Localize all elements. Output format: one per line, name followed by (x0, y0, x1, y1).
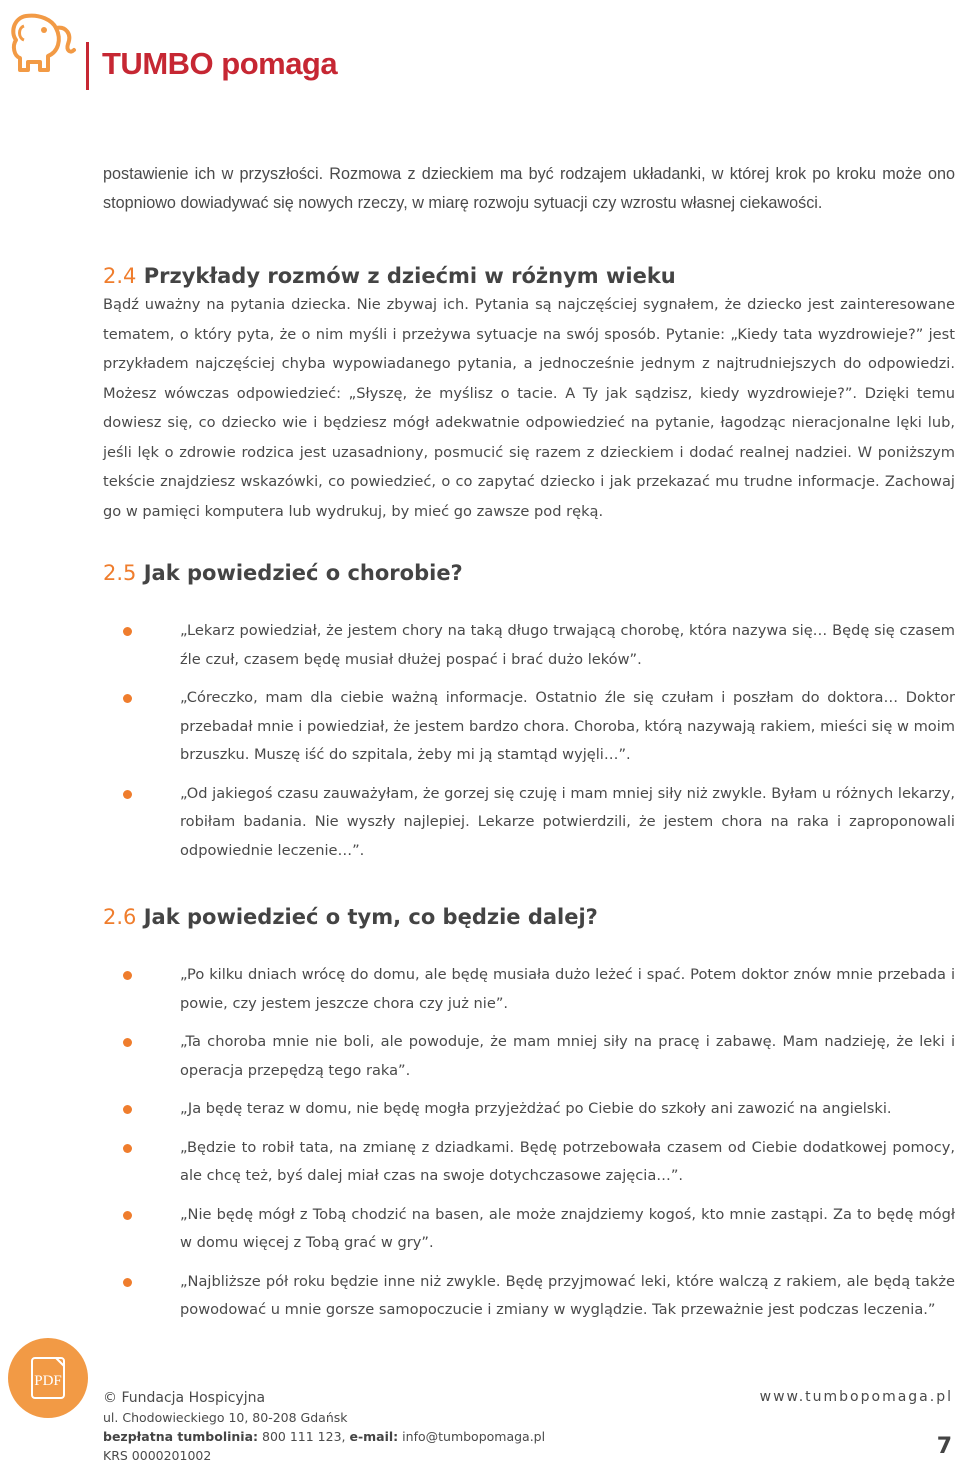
footer-organization: © Fundacja Hospicyjna (103, 1390, 266, 1406)
bullet-icon (123, 1105, 132, 1114)
hotline-label: bezpłatna tumbolinia: (103, 1429, 259, 1444)
section-title: Przykłady rozmów z dziećmi w różnym wieku (143, 264, 676, 288)
bullet-icon (123, 1038, 132, 1047)
pdf-badge-icon[interactable] (8, 1338, 88, 1418)
section-title: Jak powiedzieć o tym, co będzie dalej? (143, 905, 598, 929)
bullet-icon (123, 694, 132, 703)
section-2-4-paragraph: Bądź uważny na pytania dziecka. Nie zbywaj ich. Pytania są najczęściej sygnałem, że dziecko jest zainteresowane tematem, o który pyta, że o nim myśli i przeżywa sytuacje na swój sposób. Pytanie: „Kiedy tata wyzdrowieje?” jest przykładem najczęściej chyba wypowiadanego pytania, a jednocześnie jednym z najtrudniejszych do odpowiedzi. Możesz wówczas odpowiedzieć: „Słyszę, że myślisz o tacie. A Ty jak sądzisz, kiedy wyzdrowieje?”. Dzięki temu dowiesz się, co dziecko wie i będziesz mógł adekwatnie odpowiedzieć na pytanie, łagodząc nieracjonalne lęki lub, jeśli lęk o zdrowie rodzica jest uzasadniony, posmucić się razem z dzieckiem i dodać realnej nadziei. W poniższym tekście znajdziesz wskazówki, co powiedzieć, o co zapytać dziecko i jak przekazać mu trudne informacje. Zachowaj go w pamięci komputera lub wydrukuj, by mieć go zawsze pod ręką. (103, 296, 955, 520)
elephant-icon (6, 6, 78, 82)
section-number: 2.4 (103, 264, 137, 288)
footer-contact (103, 1427, 545, 1446)
bullet-icon (123, 627, 132, 636)
bullet-icon (123, 1144, 132, 1153)
website-link[interactable]: www.tumbopomaga.pl (759, 1389, 953, 1405)
list-item: „Najbliższe pół roku będzie inne niż zwykle. Będę przyjmować leki, które walczą z rakiem, ale będą także powodować u mnie gorsze samopoczucie i zmiany w wyglądzie. Tak przeważnie jest podczas leczenia.” (103, 1268, 955, 1325)
list-item: „Ta choroba mnie nie boli, ale powoduje, że mam mniej siły na pracę i zabawę. Mam nadzieję, że leki i operacja przepędzą tego raka”. (103, 1028, 955, 1085)
section-number: 2.5 (103, 561, 137, 585)
bullet-icon (123, 1278, 132, 1287)
email-label: e-mail: (349, 1429, 399, 1444)
page-number: 7 (936, 1434, 952, 1459)
section-number: 2.6 (103, 905, 137, 929)
list-item: „Po kilku dniach wrócę do domu, ale będę musiała dużo leżeć i spać. Potem doktor znów mnie przebada i powie, czy jestem jeszcze chora czy już nie”. (103, 961, 955, 1018)
section-heading-2-5 (103, 559, 955, 587)
pdf-label: PDF (34, 1373, 62, 1389)
list-item: „Od jakiegoś czasu zauważyłam, że gorzej się czuję i mam mniej siły niż zwykle. Byłam u różnych lekarzy, robiłam badania. Nie wyszły najlepiej. Lekarze potwierdzili, że jestem chora na raka i zaproponowali odpowiednie leczenie…”. (103, 780, 955, 866)
bullet-icon (123, 971, 132, 980)
section-title: Jak powiedzieć o chorobie? (143, 561, 463, 585)
list-item: „Lekarz powiedział, że jestem chory na taką długo trwającą chorobę, która nazywa się… Będę się czasem źle czuł, czasem będę musiał dłużej pospać i brać dużo leków”. (103, 617, 955, 674)
list-item: „Będzie to robił tata, na zmianę z dziadkami. Będę potrzebowała czasem od Ciebie dodatkowej pomocy, ale chcę też, byś dalej miał czas na swoje dotychczasowe zajęcia…”. (103, 1134, 955, 1191)
footer-info (103, 1389, 545, 1465)
list-item: „Nie będę mógł z Tobą chodzić na basen, ale może znajdziemy kogoś, kto mnie zastąpi. Za to będę mógł w domu więcej z Tobą grać w gry”. (103, 1201, 955, 1258)
main-content (103, 160, 955, 1325)
logo-divider (86, 42, 89, 90)
logo-wordmark: TUMBO pomaga (102, 46, 338, 81)
intro-paragraph: postawienie ich w przyszłości. Rozmowa z dzieckiem ma być rodzajem układanki, w której krok po kroku może ono stopniowo dowiadywać się nowych rzeczy, w miarę rozwoju sytuacji czy wzrostu własnej ciekawości. (103, 165, 955, 212)
footer-address: ul. Chodowieckiego 10, 80-208 Gdańsk (103, 1410, 348, 1425)
email-link[interactable]: info@tumbopomaga.pl (402, 1429, 546, 1444)
bullet-icon (123, 1211, 132, 1220)
footer-krs: KRS 0000201002 (103, 1448, 212, 1463)
section-heading-2-4 (103, 262, 955, 290)
section-2-5-list (103, 617, 955, 865)
section-2-6-list (103, 961, 955, 1325)
list-item: „Córeczko, mam dla ciebie ważną informacje. Ostatnio źle się czułam i poszłam do doktora… Doktor przebadał mnie i powiedział, że jestem bardzo chora. Choroba, którą nazywają rakiem, mieści się w moim brzuszku. Muszę iść do szpitala, żeby mi ją stamtąd wyjęli…”. (103, 684, 955, 770)
page-header (0, 0, 960, 110)
hotline-number[interactable]: 800 111 123, (262, 1429, 346, 1444)
bullet-icon (123, 790, 132, 799)
list-item: „Ja będę teraz w domu, nie będę mogła przyjeżdżać po Ciebie do szkoły ani zawozić na angielski. (103, 1095, 955, 1124)
section-heading-2-6 (103, 903, 955, 931)
